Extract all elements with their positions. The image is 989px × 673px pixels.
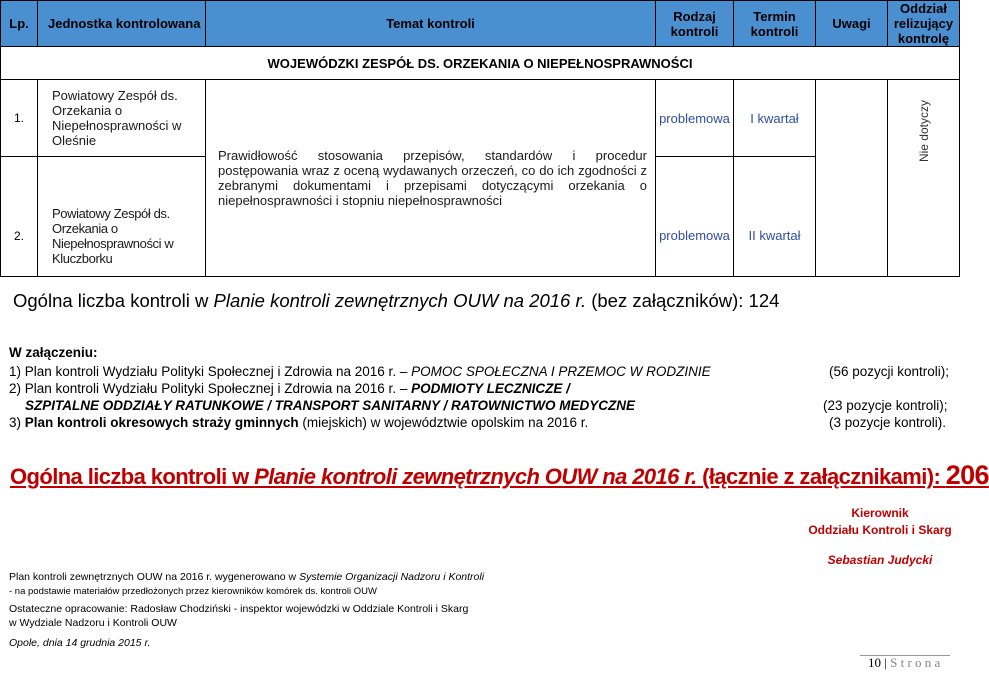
page-number-sep: |	[881, 655, 891, 670]
section-title: WOJEWÓDZKI ZESPÓŁ DS. ORZEKANIA O NIEPEŁNOSPRAWNOŚCI	[1, 47, 960, 80]
summary-count: (bez załączników): 124	[586, 290, 780, 311]
summary-total-without	[13, 290, 779, 312]
control-plan-table	[0, 0, 960, 277]
footer-date: Opole, dnia 14 grudnia 2015 r.	[9, 637, 151, 649]
dept-label: Nie dotyczy	[916, 100, 931, 163]
header-lp: Lp.	[1, 1, 38, 47]
summary2-total: 206	[945, 460, 989, 490]
header-dept: Oddział relizujący kontrolę	[888, 1, 960, 47]
page-number-label: S t r o n a	[890, 655, 941, 670]
attachment-3	[9, 413, 588, 432]
summary-plan-name: Planie kontroli zewnętrznych OUW na 2016 r.	[213, 290, 587, 311]
table-row	[1, 80, 960, 157]
summary2-mid: (łącznie z załącznikami):	[696, 464, 946, 489]
row-dept	[888, 80, 960, 277]
footer-generated	[9, 571, 484, 584]
row-unit: Powiatowy Zespół ds. Orzekania o Niepełnosprawności w Kluczborku	[38, 157, 206, 277]
row-lp: 1.	[1, 80, 38, 157]
attachment-3-title: Plan kontroli okresowych straży gminnych	[24, 415, 299, 430]
row-term: II kwartał	[734, 157, 816, 277]
attachment-1-text: 1) Plan kontroli Wydziału Polityki Społecznej i Zdrowia na 2016 r. –	[9, 364, 412, 379]
attachment-2-title: PODMIOTY LECZNICZE /	[411, 381, 570, 396]
page-number-value: 10	[868, 655, 881, 670]
header-unit: Jednostka kontrolowana	[38, 1, 206, 47]
attachment-1-count: (56 pozycji kontroli);	[829, 364, 950, 379]
row-unit: Powiatowy Zespół ds. Orzekania o Niepełnosprawności w Oleśnie	[38, 80, 206, 157]
summary2-plan-name: Planie kontroli zewnętrznych OUW na 2016 r.	[254, 464, 697, 489]
summary-total-with	[10, 460, 989, 491]
attachment-2-text: 2) Plan kontroli Wydziału Polityki Społecznej i Zdrowia na 2016 r. –	[9, 381, 412, 396]
header-topic: Temat kontroli	[206, 1, 656, 47]
attachment-2-count: (23 pozycje kontroli);	[823, 398, 948, 413]
footer-basis: - na podstawie materiałów przedłożonych przez kierowników komórek ds. kontroli OUW	[9, 586, 378, 597]
header-term: Termin kontroli	[734, 1, 816, 47]
attachment-3-count: (3 pozycje kontroli).	[829, 415, 947, 430]
attachment-3-num: 3)	[9, 415, 25, 430]
attachment-3-text: (miejskich) w województwie opolskim na 2016 r.	[298, 415, 589, 430]
attachment-2-title-cont: SZPITALNE ODDZIAŁY RATUNKOWE / TRANSPORT SANITARNY / RATOWNICTWO MEDYCZNE	[25, 398, 635, 413]
table-header-row	[1, 1, 960, 47]
row-topic: Prawidłowość stosowania przepisów, standardów i procedur postępowania wraz z oceną wydawanych orzeczeń, co do ich zgodności z zebranymi dokumentami i przepisami dotyczącymi orzekania o niepełnosprawności i stopniu niepełnosprawności	[206, 80, 656, 277]
summary2-text: Ogólna liczba kontroli w	[10, 464, 255, 489]
row-notes	[816, 80, 888, 277]
signature-dept: Oddziału Kontroli i Skarg	[808, 523, 952, 537]
header-type: Rodzaj kontroli	[656, 1, 734, 47]
footer-generated-text: Plan kontroli zewnętrznych OUW na 2016 r. wygenerowano w	[9, 571, 300, 583]
row-type: problemowa	[656, 80, 734, 157]
attachments-heading: W załączeniu:	[9, 345, 98, 360]
signature-name: Sebastian Judycki	[827, 553, 933, 567]
page-number	[868, 655, 940, 671]
attachment-1-title: POMOC SPOŁECZNA I PRZEMOC W RODZINIE	[411, 364, 711, 379]
section-row	[1, 47, 960, 80]
row-term: I kwartał	[734, 80, 816, 157]
row-lp: 2.	[1, 157, 38, 277]
signature-role: Kierownik	[851, 506, 909, 520]
summary-text: Ogólna liczba kontroli w	[13, 290, 214, 311]
footer-department: w Wydziale Nadzoru i Kontroli OUW	[9, 617, 177, 629]
row-type: problemowa	[656, 157, 734, 277]
header-notes: Uwagi	[816, 1, 888, 47]
footer-prepared-by: Ostateczne opracowanie: Radosław Chodziński - inspektor wojewódzki w Oddziale Kontroli i Skarg	[9, 603, 469, 615]
footer-system-name: Systemie Organizacji Nadzoru i Kontroli	[299, 571, 485, 583]
